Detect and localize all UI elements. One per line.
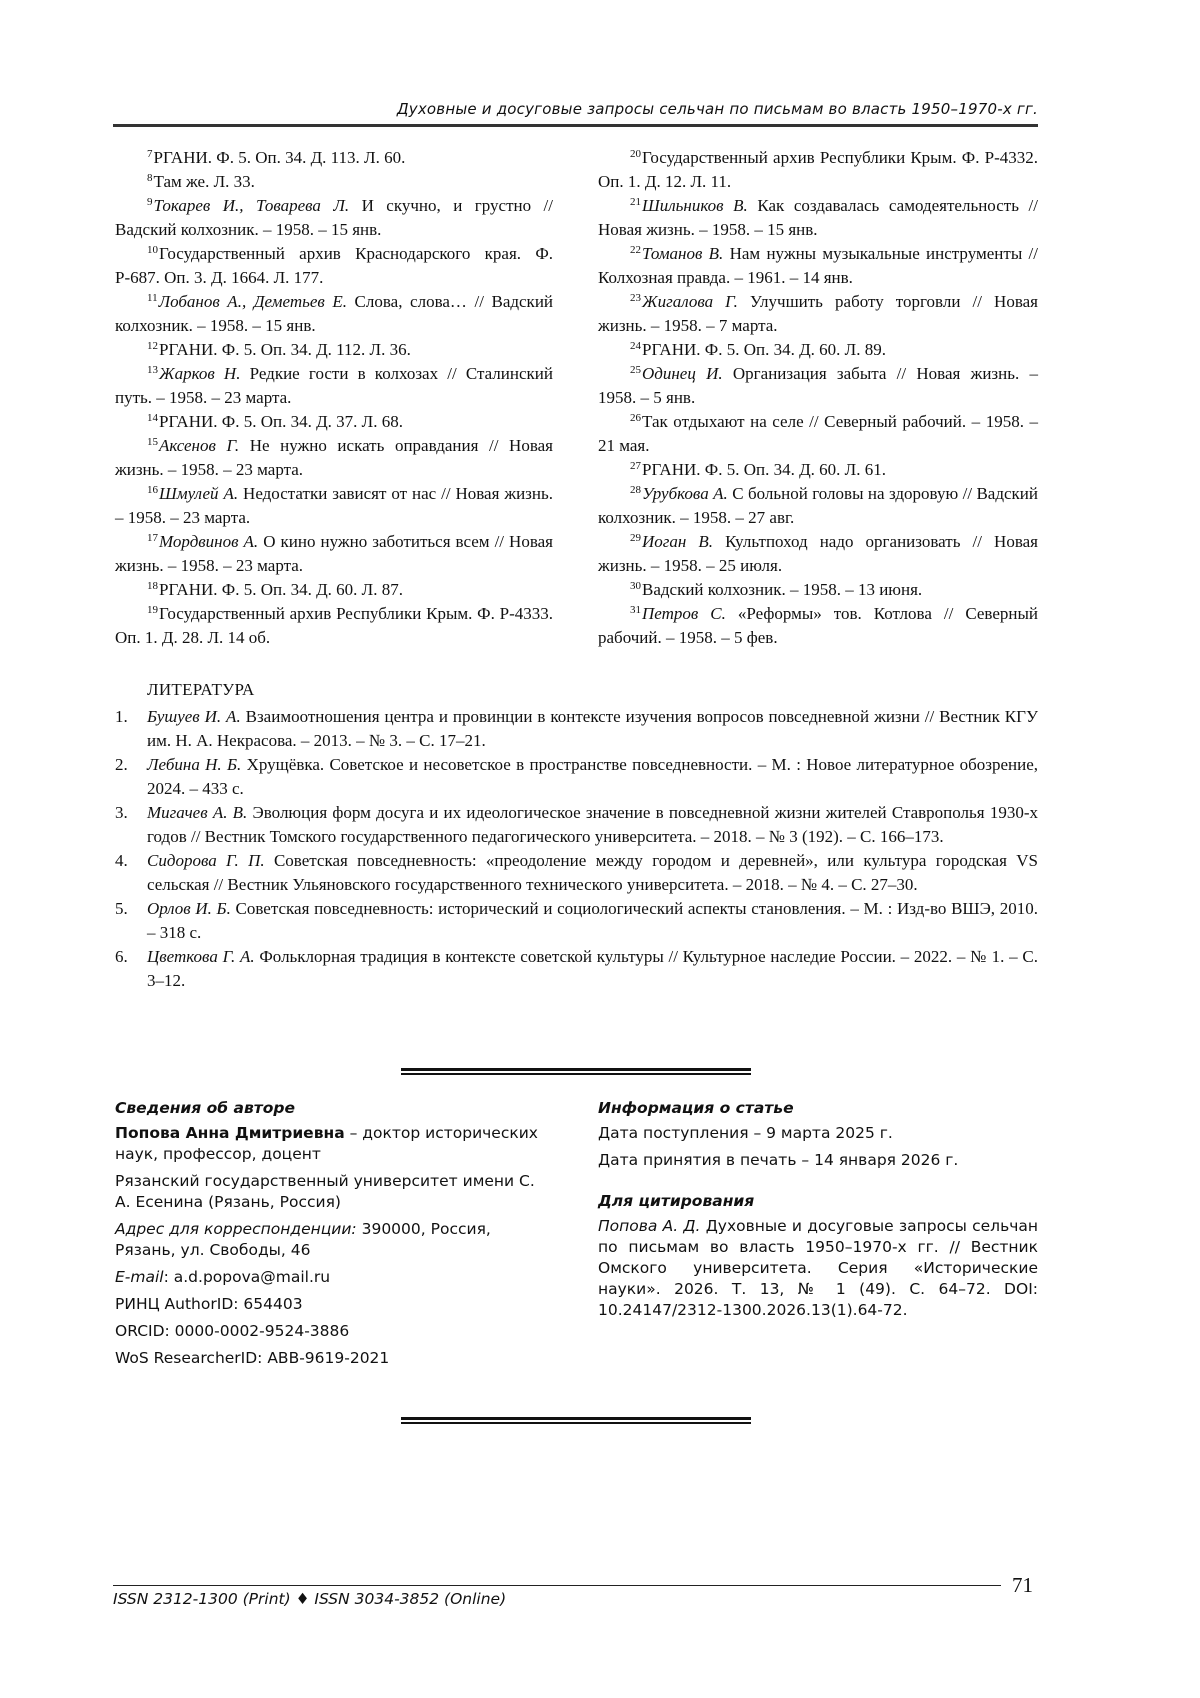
footnote: $^{29}$Иоган В. Культпоход надо организовать // Новая жизнь. – 1958. – 25 июля.: [598, 532, 1038, 575]
author-affiliation: Рязанский государственный университет имени С. А. Есенина (Рязань, Россия): [115, 1172, 535, 1211]
article-info-block: [598, 1098, 1038, 1321]
accepted-date: Дата принятия в печать – 14 января 2026 г.: [598, 1151, 959, 1169]
footnote: $^{28}$Урубкова А. С больной головы на здоровую // Вадский колхозник. – 1958. – 27 авг.: [598, 484, 1038, 527]
literature-list: [115, 705, 1038, 993]
author-address: Адрес для корреспонденции: 390000, Россия, Рязань, ул. Свободы, 46: [115, 1220, 491, 1259]
literature-item: 6. Цветкова Г. А. Фольклорная традиция в контексте советской культуры // Культурное наследие России. – 2022. – № 1. – С. 3–12.: [115, 947, 1038, 990]
footnote: $^{16}$Шмулей А. Недостатки зависят от нас // Новая жизнь. – 1958. – 23 марта.: [115, 484, 553, 527]
footnote: $^{13}$Жарков Н. Редкие гости в колхозах // Сталинский путь. – 1958. – 23 марта.: [115, 364, 553, 407]
footer-issn: ISSN 2312-1300 (Print) ♦ ISSN 3034-3852 (Online): [113, 1590, 507, 1608]
footnote: $^{14}$РГАНИ. Ф. 5. Оп. 34. Д. 37. Л. 68.: [147, 412, 403, 431]
literature-item: 3. Мигачев А. В. Эволюция форм досуга и их идеологическое значение в повседневной жизни жителей Ставрополья 1930-х годов // Вестник Томского государственного педагогического университета. – 2018. – № 3 (192). – С. 166–173.: [115, 803, 1038, 846]
literature-item: 4. Сидорова Г. П. Советская повседневность: «преодоление между городом и деревней», или культура городская VS сельская // Вестник Ульяновского государственного технического университета. – 2018. – № 4. – С. 27–30.: [115, 851, 1038, 894]
footnotes-left-column: [115, 146, 553, 650]
literature-item: 1. Бушуев И. А. Взаимоотношения центра и провинции в контексте изучения вопросов повседневной жизни // Вестник КГУ им. Н. А. Некрасова. – 2013. – № 3. – С. 17–21.: [115, 707, 1038, 750]
received-date: Дата поступления – 9 марта 2025 г.: [598, 1124, 893, 1142]
footnote: $^{11}$Лобанов А., Деметьев Е. Слова, слова… // Вадский колхозник. – 1958. – 15 янв.: [115, 292, 554, 335]
footnote: $^{20}$Государственный архив Республики Крым. Ф. Р-4332. Оп. 1. Д. 12. Л. 11.: [598, 148, 1038, 191]
footnote: $^{23}$Жигалова Г. Улучшить работу торговли // Новая жизнь. – 1958. – 7 марта.: [598, 292, 1038, 335]
footnote: $^{21}$Шильников В. Как создавалась самодеятельность // Новая жизнь. – 1958. – 15 янв.: [598, 196, 1038, 239]
citation-text: Попова А. Д. Духовные и досуговые запросы сельчан по письмам во власть 1950–1970-х гг. // Вестник Омского университета. Серия «Исторические науки». 2026. Т. 13, № 1 (49). С. 64–72. DOI: 10.24147/2312-1300.2026.13(1).64-72.: [598, 1217, 1039, 1319]
footnote: $^{17}$Мордвинов А. О кино нужно заботиться всем // Новая жизнь. – 1958. – 23 марта.: [115, 532, 553, 575]
author-wos-id: WoS ResearcherID: ABB-9619-2021: [115, 1349, 390, 1367]
footnote: $^{26}$Так отдыхают на селе // Северный рабочий. – 1958. – 21 мая.: [598, 412, 1038, 455]
footnote: $^{19}$Государственный архив Республики Крым. Ф. Р-4333. Оп. 1. Д. 28. Л. 14 об.: [115, 604, 553, 647]
footnote: $^7$РГАНИ. Ф. 5. Оп. 34. Д. 113. Л. 60.: [147, 148, 406, 167]
footnote: $^{22}$Томанов В. Нам нужны музыкальные инструменты // Колхозная правда. – 1961. – 14 янв.: [598, 244, 1038, 287]
article-info-title: Информация о статье: [598, 1099, 794, 1117]
literature-title: ЛИТЕРАТУРА: [147, 680, 255, 699]
author-name-line: Попова Анна Дмитриевна – доктор исторических наук, профессор, доцент: [115, 1124, 538, 1163]
footnote: $^{15}$Аксенов Г. Не нужно искать оправдания // Новая жизнь. – 1958. – 23 марта.: [115, 436, 553, 479]
author-orcid: ORCID: 0000-0002-9524-3886: [115, 1322, 350, 1340]
footnote: $^{12}$РГАНИ. Ф. 5. Оп. 34. Д. 112. Л. 36.: [147, 340, 411, 359]
author-rinc-id: РИНЦ AuthorID: 654403: [115, 1295, 303, 1313]
footer-rule: [113, 1585, 1001, 1586]
author-email[interactable]: E-mail: a.d.popova@mail.ru: [115, 1268, 331, 1286]
footnote: $^{18}$РГАНИ. Ф. 5. Оп. 34. Д. 60. Л. 87.: [147, 580, 403, 599]
page-number: 71: [1012, 1573, 1033, 1597]
header-rule: [113, 124, 1038, 127]
footnote: $^{25}$Одинец И. Организация забыта // Новая жизнь. – 1958. – 5 янв.: [598, 364, 1038, 407]
footnote: $^{24}$РГАНИ. Ф. 5. Оп. 34. Д. 60. Л. 89.: [630, 340, 886, 359]
footnote: $^9$Токарев И., Товарева Л. И скучно, и грустно // Вадский колхозник. – 1958. – 15 янв.: [115, 196, 554, 239]
footnote: $^{30}$Вадский колхозник. – 1958. – 13 июня.: [630, 580, 923, 599]
section-divider: [401, 1068, 751, 1075]
footnote: $^{10}$Государственный архив Краснодарского края. Ф. Р-687. Оп. 3. Д. 1664. Л. 177.: [115, 244, 553, 287]
footnotes-right-column: [598, 146, 1038, 650]
footnote: $^{31}$Петров С. «Реформы» тов. Котлова // Северный рабочий. – 1958. – 5 фев.: [598, 604, 1039, 647]
running-title: Духовные и досуговые запросы сельчан по письмам во власть 1950–1970-х гг.: [396, 100, 1038, 118]
footnote: $^{27}$РГАНИ. Ф. 5. Оп. 34. Д. 60. Л. 61.: [630, 460, 886, 479]
author-info-block: [115, 1098, 553, 1375]
section-divider: [401, 1417, 751, 1424]
footnote: $^8$Там же. Л. 33.: [147, 172, 255, 191]
literature-item: 2. Лебина Н. Б. Хрущёвка. Советское и несоветское в пространстве повседневности. – М. : Новое литературное обозрение, 2024. – 433 с.: [115, 755, 1039, 798]
author-info-title: Сведения об авторе: [115, 1099, 296, 1117]
literature-item: 5. Орлов И. Б. Советская повседневность: исторический и социологический аспекты становления. – М. : Изд-во ВШЭ, 2010. – 318 с.: [115, 899, 1038, 942]
citation-title: Для цитирования: [598, 1192, 755, 1210]
author-name: Попова Анна Дмитриевна: [115, 1124, 345, 1142]
